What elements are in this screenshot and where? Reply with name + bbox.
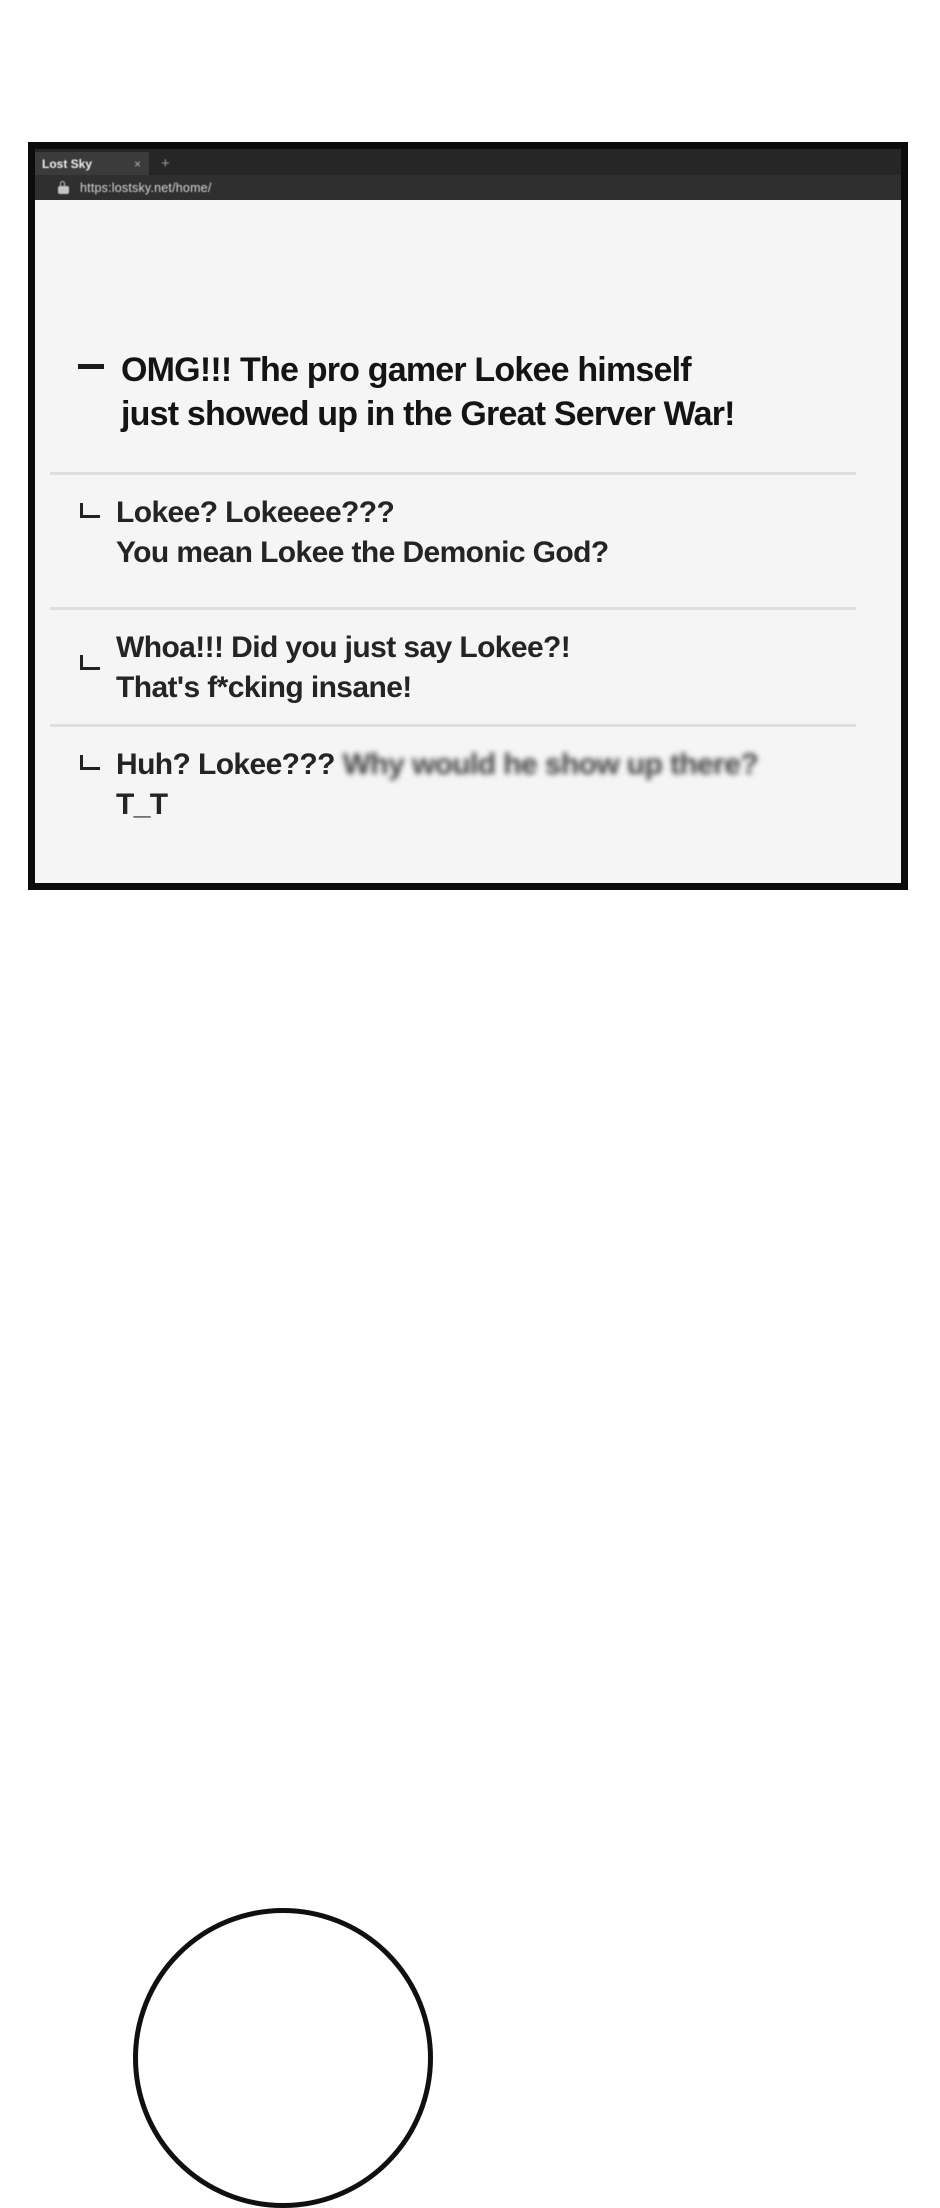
op-line-2: just showed up in the Great Server War! — [121, 395, 735, 433]
tab-bar — [35, 149, 901, 175]
forum-thread — [35, 200, 901, 825]
original-post — [35, 348, 901, 436]
original-post-text — [121, 348, 735, 436]
browser-window — [28, 142, 908, 890]
url-text[interactable]: https:lostsky.net/home/ — [80, 180, 212, 195]
reply-line-2: That's f*cking insane! — [116, 671, 412, 704]
tab-close-icon[interactable]: × — [133, 156, 141, 171]
reply-arrow-icon — [80, 755, 100, 770]
reply-text — [116, 628, 570, 708]
reply-line-1: Whoa!!! Did you just say Lokee?! — [116, 631, 571, 664]
tab-title: Lost Sky — [42, 156, 93, 171]
next-panel-arc — [133, 1908, 433, 2208]
reply-line-1-blurred: Why would he show up there? — [334, 748, 759, 781]
reply-line-1-sharp: Huh? Lokee??? — [116, 748, 335, 781]
reply-line-2: T_T — [116, 788, 168, 821]
op-line-1: OMG!!! The pro gamer Lokee himself — [121, 351, 691, 389]
reply-arrow-icon — [80, 655, 100, 670]
post-dash-icon — [78, 364, 104, 369]
browser-tab[interactable] — [35, 152, 149, 175]
reply-text — [116, 493, 609, 573]
reply-post — [35, 727, 901, 825]
address-bar[interactable] — [35, 175, 901, 200]
reply-post — [35, 475, 901, 573]
reply-arrow-icon — [80, 503, 100, 518]
new-tab-button[interactable]: + — [161, 155, 170, 172]
reply-post — [35, 610, 901, 708]
reply-line-1 — [116, 745, 758, 785]
reply-line-1: Lokee? Lokeeee??? — [116, 496, 395, 529]
reply-line-2: You mean Lokee the Demonic God? — [116, 536, 609, 569]
lock-icon — [58, 186, 69, 194]
reply-text — [116, 745, 758, 825]
